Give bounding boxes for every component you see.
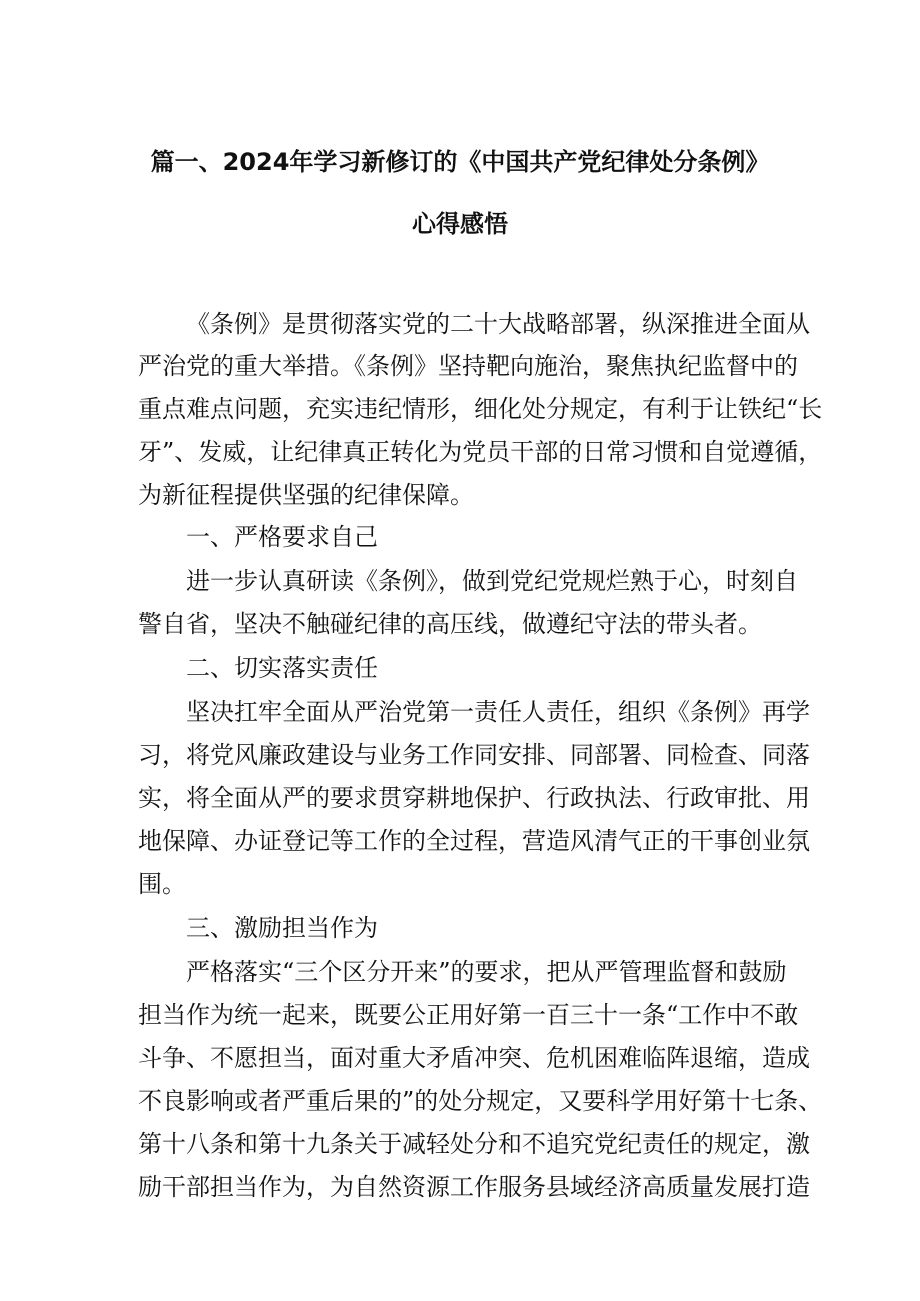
section-2-line-2: 习，将党风廉政建设与业务工作同安排、同部署、同检查、同落 — [138, 741, 810, 769]
intro-line-5: 为新征程提供坚强的纪律保障。 — [138, 481, 474, 509]
section-2-line-4: 地保障、办证登记等工作的全过程，营造风清气正的干事创业氛 — [138, 827, 810, 855]
section-2-line-1: 坚决扛牢全面从严治党第一责任人责任，组织《条例》再学 — [186, 698, 810, 726]
document-title-line-1: 篇一、2024年学习新修订的《中国共产党纪律处分条例》 — [150, 148, 770, 176]
section-3-line-4: 不良影响或者严重后果的”的处分规定，又要科学用好第十七条、 — [138, 1087, 823, 1115]
section-2-heading: 二、切实落实责任 — [186, 654, 378, 682]
section-3-line-5: 第十八条和第十九条关于减轻处分和不追究党纪责任的规定，激 — [138, 1130, 810, 1158]
section-1-line-1: 进一步认真研读《条例》，做到党纪党规烂熟于心，时刻自 — [186, 567, 798, 595]
section-2-line-5: 围。 — [138, 870, 186, 898]
section-2-line-3: 实，将全面从严的要求贯穿耕地保护、行政执法、行政审批、用 — [138, 784, 810, 812]
section-3-line-6: 励干部担当作为，为自然资源工作服务县域经济高质量发展打造 — [138, 1173, 810, 1201]
document-title-line-2: 心得感悟 — [412, 210, 508, 238]
section-3-line-1: 严格落实“三个区分开来”的要求，把从严管理监督和鼓励 — [186, 958, 787, 986]
intro-line-3: 重点难点问题，充实违纪情形，细化处分规定，有利于让铁纪“长 — [138, 395, 823, 423]
intro-line-4: 牙”、发威，让纪律真正转化为党员干部的日常习惯和自觉遵循， — [138, 438, 823, 466]
section-3-line-2: 担当作为统一起来，既要公正用好第一百三十一条“工作中不敢 — [138, 1001, 799, 1029]
section-1-heading: 一、严格要求自己 — [186, 523, 378, 551]
section-3-line-3: 斗争、不愿担当，面对重大矛盾冲突、危机困难临阵退缩，造成 — [138, 1044, 810, 1072]
intro-line-2: 严治党的重大举措。《条例》坚持靶向施治，聚焦执纪监督中的 — [138, 352, 798, 380]
section-1-line-2: 警自省，坚决不触碰纪律的高压线，做遵纪守法的带头者。 — [138, 610, 762, 638]
intro-line-1: 《条例》是贯彻落实党的二十大战略部署，纵深推进全面从 — [186, 310, 810, 338]
section-3-heading: 三、激励担当作为 — [186, 914, 378, 942]
